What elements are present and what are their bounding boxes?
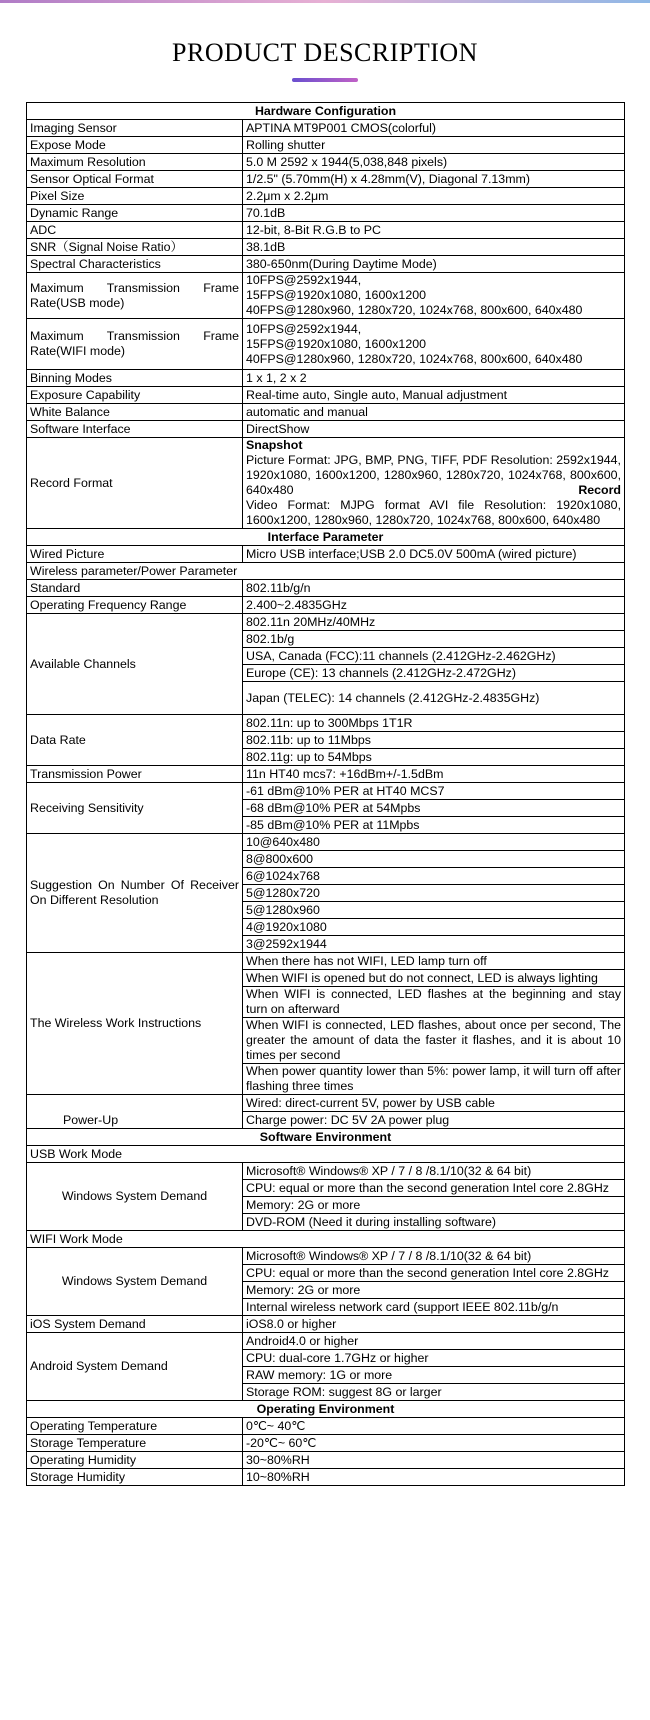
row-label: Suggestion On Number Of Receiver On Different Resolution (27, 834, 243, 953)
row-label: Power-Up (27, 1095, 243, 1129)
section-title: Hardware Configuration (27, 103, 625, 120)
page-title: PRODUCT DESCRIPTION (172, 38, 478, 67)
row-label: Android System Demand (27, 1333, 243, 1401)
table-row (27, 1095, 625, 1112)
row-value: Memory: 2G or more (243, 1197, 625, 1214)
table-row (27, 614, 625, 631)
record-title: Record (578, 483, 622, 497)
row-value: 6@1024x768 (243, 868, 625, 885)
row-value: CPU: equal or more than the second generation Intel core 2.8GHz (243, 1265, 625, 1282)
table-row (27, 404, 625, 421)
video-format: Video Format: MJPG format AVI file Resolution: 1920x1080, 1600x1200, 1280x960, 1280x720, 1024x768, 800x600, 640x480 (246, 498, 622, 527)
table-row (27, 387, 625, 404)
row-label: Wired Picture (27, 546, 243, 563)
section-title: Software Environment (27, 1129, 625, 1146)
row-value: 10~80%RH (243, 1469, 625, 1486)
table-row (27, 715, 625, 732)
table-row (27, 421, 625, 438)
table-row (27, 546, 625, 563)
row-label: The Wireless Work Instructions (27, 953, 243, 1095)
table-row (27, 222, 625, 239)
row-value: 802.11g: up to 54Mbps (243, 749, 625, 766)
row-value (243, 319, 625, 370)
row-value: CPU: equal or more than the second generation Intel core 2.8GHz (243, 1180, 625, 1197)
row-value: Micro USB interface;USB 2.0 DC5.0V 500mA (wired picture) (243, 546, 625, 563)
wireless-header: Wireless parameter/Power Parameter (27, 563, 625, 580)
row-label: Operating Frequency Range (27, 597, 243, 614)
table-row (27, 1248, 625, 1265)
table-row (27, 1469, 625, 1486)
table-row (27, 120, 625, 137)
row-value: Charge power: DC 5V 2A power plug (243, 1112, 625, 1129)
spec-table (26, 102, 625, 1486)
table-row (27, 1435, 625, 1452)
table-row (27, 1316, 625, 1333)
row-label: Maximum Transmission Frame Rate(WIFI mode) (27, 319, 243, 370)
row-label: Imaging Sensor (27, 120, 243, 137)
row-value: 12-bit, 8-Bit R.G.B to PC (243, 222, 625, 239)
section-hardware (27, 103, 625, 120)
row-value: When WIFI is connected, LED flashes, about once per second, The greater the amount of data the faster it flashes, and it is about 10 times per second (243, 1018, 625, 1064)
row-label: Windows System Demand (27, 1163, 243, 1231)
row-value: 802.11n 20MHz/40MHz (243, 614, 625, 631)
row-value: CPU: dual-core 1.7GHz or higher (243, 1350, 625, 1367)
row-value: 3@2592x1944 (243, 936, 625, 953)
section-title: Interface Parameter (27, 529, 625, 546)
row-label: White Balance (27, 404, 243, 421)
row-value: When WIFI is opened but do not connect, LED is always lighting (243, 970, 625, 987)
row-label: Dynamic Range (27, 205, 243, 222)
row-label: Storage Temperature (27, 1435, 243, 1452)
row-value: 11n HT40 mcs7: +16dBm+/-1.5dBm (243, 766, 625, 783)
row-value: DVD-ROM (Need it during installing software) (243, 1214, 625, 1231)
row-value: 5@1280x960 (243, 902, 625, 919)
row-value: Wired: direct-current 5V, power by USB cable (243, 1095, 625, 1112)
row-value: Memory: 2G or more (243, 1282, 625, 1299)
row-value: iOS8.0 or higher (243, 1316, 625, 1333)
row-value: When there has not WIFI, LED lamp turn off (243, 953, 625, 970)
row-value: 802.1b/g (243, 631, 625, 648)
row-value: 4@1920x1080 (243, 919, 625, 936)
section-operating (27, 1401, 625, 1418)
table-row (27, 597, 625, 614)
value-line: 15FPS@1920x1080, 1600x1200 (246, 336, 426, 351)
row-value: Microsoft® Windows® XP / 7 / 8 /8.1/10(32 & 64 bit) (243, 1163, 625, 1180)
row-value: When WIFI is connected, LED flashes at the beginning and stay turn on afterward (243, 987, 625, 1018)
row-value: USA, Canada (FCC):11 channels (2.412GHz-2.462GHz) (243, 648, 625, 665)
row-value: 1/2.5" (5.70mm(H) x 4.28mm(V), Diagonal 7.13mm) (243, 171, 625, 188)
row-value: -20℃~ 60℃ (243, 1435, 625, 1452)
row-value: 802.11b: up to 11Mbps (243, 732, 625, 749)
row-label: Binning Modes (27, 370, 243, 387)
row-value: 70.1dB (243, 205, 625, 222)
row-value (243, 438, 625, 529)
row-label: Sensor Optical Format (27, 171, 243, 188)
row-label: SNR（Signal Noise Ratio） (27, 239, 243, 256)
row-value: Real-time auto, Single auto, Manual adjustment (243, 387, 625, 404)
row-label: Exposure Capability (27, 387, 243, 404)
row-label: Record Format (27, 438, 243, 529)
row-value: Storage ROM: suggest 8G or larger (243, 1384, 625, 1401)
table-row (27, 370, 625, 387)
row-value: Rolling shutter (243, 137, 625, 154)
table-row (27, 438, 625, 529)
row-value: Japan (TELEC): 14 channels (2.412GHz-2.4835GHz) (243, 682, 625, 715)
row-value: 30~80%RH (243, 1452, 625, 1469)
value-line: 15FPS@1920x1080, 1600x1200 (246, 288, 426, 302)
wifi-mode-header: WIFI Work Mode (27, 1231, 625, 1248)
row-value (243, 273, 625, 319)
section-title: Operating Environment (27, 1401, 625, 1418)
row-value: 380-650nm(During Daytime Mode) (243, 256, 625, 273)
table-row (27, 766, 625, 783)
row-value: -68 dBm@10% PER at 54Mpbs (243, 800, 625, 817)
row-label: Receiving Sensitivity (27, 783, 243, 834)
row-label: Software Interface (27, 421, 243, 438)
row-label: Storage Humidity (27, 1469, 243, 1486)
row-value: 2.400~2.4835GHz (243, 597, 625, 614)
row-value: 5@1280x720 (243, 885, 625, 902)
row-value: 2.2μm x 2.2μm (243, 188, 625, 205)
row-value: -85 dBm@10% PER at 11Mpbs (243, 817, 625, 834)
row-label: Maximum Resolution (27, 154, 243, 171)
row-value: -61 dBm@10% PER at HT40 MCS7 (243, 783, 625, 800)
row-label: Maximum Transmission Frame Rate(USB mode) (27, 273, 243, 319)
row-value: APTINA MT9P001 CMOS(colorful) (243, 120, 625, 137)
row-value: Microsoft® Windows® XP / 7 / 8 /8.1/10(32 & 64 bit) (243, 1248, 625, 1265)
row-value: 0℃~ 40℃ (243, 1418, 625, 1435)
table-row (27, 580, 625, 597)
value-line: 10FPS@2592x1944, (246, 321, 362, 336)
value-line: 40FPS@1280x960, 1280x720, 1024x768, 800x600, 640x480 (246, 303, 583, 317)
row-label: Transmission Power (27, 766, 243, 783)
row-value: Android4.0 or higher (243, 1333, 625, 1350)
row-label: Spectral Characteristics (27, 256, 243, 273)
section-interface (27, 529, 625, 546)
section-software (27, 1129, 625, 1146)
table-row (27, 171, 625, 188)
table-row (27, 834, 625, 851)
table-row (27, 154, 625, 171)
table-row (27, 273, 625, 319)
title-underline (292, 78, 358, 82)
row-label: Windows System Demand (27, 1248, 243, 1316)
row-value: 38.1dB (243, 239, 625, 256)
value-line: 10FPS@2592x1944, (246, 273, 362, 287)
row-value: 10@640x480 (243, 834, 625, 851)
table-row (27, 1452, 625, 1469)
table-row (27, 563, 625, 580)
top-gradient-line (0, 0, 650, 3)
row-value: RAW memory: 1G or more (243, 1367, 625, 1384)
row-label: ADC (27, 222, 243, 239)
table-row (27, 137, 625, 154)
row-value: Europe (CE): 13 channels (2.412GHz-2.472GHz) (243, 665, 625, 682)
usb-mode-header: USB Work Mode (27, 1146, 625, 1163)
table-row (27, 1163, 625, 1180)
table-row (27, 1146, 625, 1163)
table-row (27, 319, 625, 370)
table-row (27, 205, 625, 222)
table-row (27, 1333, 625, 1350)
row-value: 802.11n: up to 300Mbps 1T1R (243, 715, 625, 732)
row-label: iOS System Demand (27, 1316, 243, 1333)
row-label: Standard (27, 580, 243, 597)
snapshot-title: Snapshot (246, 438, 303, 452)
row-value: DirectShow (243, 421, 625, 438)
table-row (27, 188, 625, 205)
row-label: Available Channels (27, 614, 243, 715)
value-line: 40FPS@1280x960, 1280x720, 1024x768, 800x600, 640x480 (246, 351, 583, 366)
row-value: 8@800x600 (243, 851, 625, 868)
row-label: Expose Mode (27, 137, 243, 154)
picture-format: Picture Format: JPG, BMP, PNG, TIFF, PDF Resolution: 2592x1944, 1920x1080, 1600x1200, 1280x960, 1280x720, 1024x768, 800x600, 640x480 (246, 453, 622, 497)
row-label: Data Rate (27, 715, 243, 766)
table-row (27, 783, 625, 800)
row-value: automatic and manual (243, 404, 625, 421)
row-label: Operating Temperature (27, 1418, 243, 1435)
table-row (27, 1231, 625, 1248)
row-value: 802.11b/g/n (243, 580, 625, 597)
row-label: Operating Humidity (27, 1452, 243, 1469)
row-value: 5.0 M 2592 x 1944(5,038,848 pixels) (243, 154, 625, 171)
row-value: 1 x 1, 2 x 2 (243, 370, 625, 387)
table-row (27, 953, 625, 970)
row-label: Pixel Size (27, 188, 243, 205)
table-row (27, 1418, 625, 1435)
row-value: Internal wireless network card (support IEEE 802.11b/g/n (243, 1299, 625, 1316)
table-row (27, 239, 625, 256)
row-value: When power quantity lower than 5%: power lamp, it will turn off after flashing three times (243, 1064, 625, 1095)
table-row (27, 256, 625, 273)
